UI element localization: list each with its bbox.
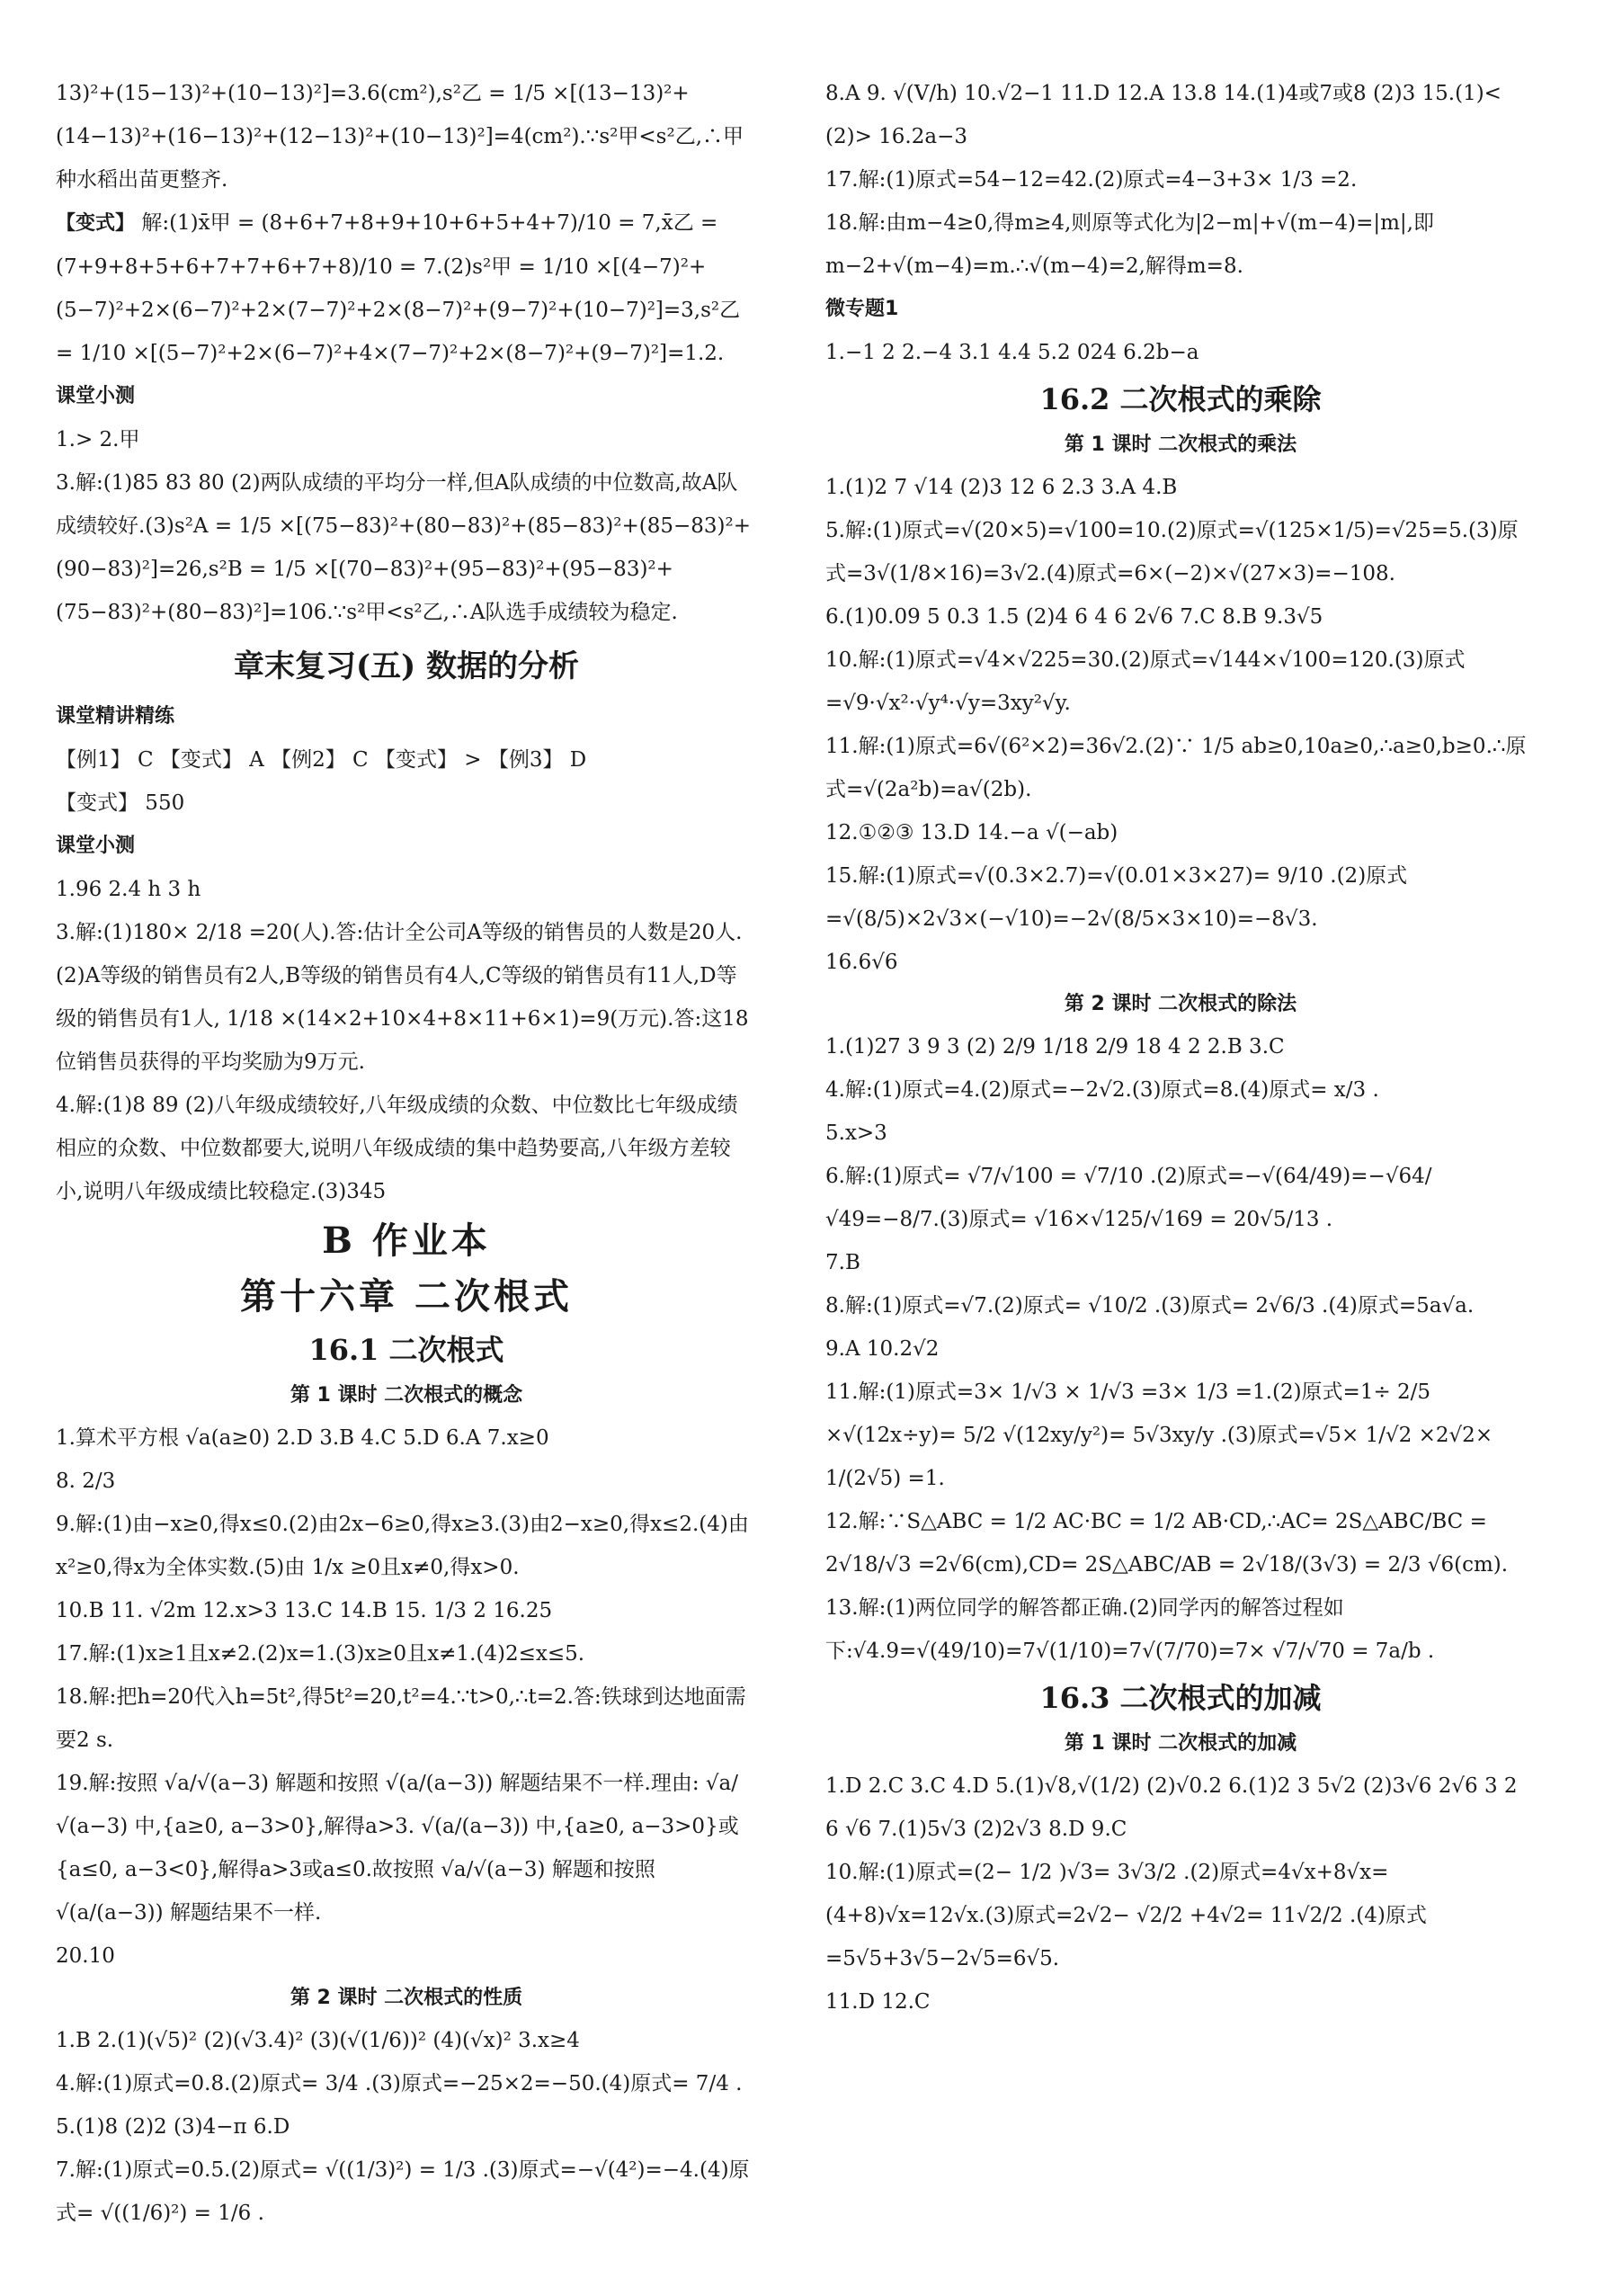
answer-paragraph: 6.解:(1)原式= √7/√100 = √7/10 .(2)原式=−√(64/49)=−√64/√49=−8/7.(3)原式= √16×√125/√169 = 20√5/13 . — [825, 1165, 1432, 1231]
chapter-review-heading: 章末复习(五) 数据的分析 — [233, 648, 579, 684]
section-heading: 16.1 二次根式 — [308, 1333, 504, 1367]
answer-line: 4.解:(1)原式=4.(2)原式=−2√2.(3)原式=8.(4)原式= x/3 . — [825, 1078, 1379, 1102]
answer-line: 1.(1)27 3 9 3 (2) 2/9 1/18 2/9 18 4 2 2.B 3.C — [825, 1035, 1285, 1059]
answer-line: 1.> 2.甲 — [56, 428, 140, 451]
section-heading: 16.3 二次根式的加减 — [1039, 1681, 1322, 1715]
answer-line: 【例1】 C 【变式】 A 【例2】 C 【变式】 > 【例3】 D — [56, 748, 587, 772]
answer-paragraph: 10.解:(1)原式=√4×√225=30.(2)原式=√144×√100=120.(3)原式=√9·√x²·√y⁴·√y=3xy²√y. — [825, 648, 1466, 715]
lesson-heading: 第 1 课时 二次根式的概念 — [290, 1384, 523, 1407]
section-label: 课堂精讲精练 — [56, 705, 175, 728]
answer-line: 5.(1)8 (2)2 (3)4−π 6.D — [56, 2115, 290, 2139]
answer-line: 1.B 2.(1)(√5)² (2)(√3.4)² (3)(√(1/6))² (4)(√x)² 3.x≥4 — [56, 2029, 580, 2052]
answer-paragraph: 18.解:把h=20代入h=5t²,得5t²=20,t²=4.∵t>0,∴t=2.答:铁球到达地面需要2 s. — [56, 1685, 746, 1752]
answer-paragraph: 7.解:(1)原式=0.5.(2)原式= √((1/3)²) = 1/3 .(3)原式=−√(4²)=−4.(4)原式= √((1/6)²) = 1/6 . — [56, 2158, 750, 2225]
answer-paragraph: 13)²+(15−13)²+(10−13)²]=3.6(cm²),s²乙 = 1/5 ×[(13−13)²+(14−13)²+(16−13)²+(12−13)²+(10−13)²]=4(cm²).∵s²甲<s²乙,∴甲种水稻出苗更整齐. — [56, 82, 744, 192]
answer-line: 1.算术平方根 √a(a≥0) 2.D 3.B 4.C 5.D 6.A 7.x≥0 — [56, 1426, 549, 1450]
section-label: 课堂小测 — [56, 835, 136, 857]
section-label: 【变式】 — [56, 212, 136, 235]
answer-line: 6.(1)0.09 5 0.3 1.5 (2)4 6 4 6 2√6 7.C 8.B 9.3√5 — [825, 605, 1323, 629]
answer-paragraph: 10.解:(1)原式=(2− 1/2 )√3= 3√3/2 .(2)原式=4√x+8√x=(4+8)√x=12√x.(3)原式=2√2− √2/2 +4√2= 11√2/2 .(4)原式=5√5+3√5−2√5=6√5. — [825, 1861, 1427, 1970]
left-column — [56, 72, 757, 2235]
section-label: 微专题1 — [825, 298, 899, 320]
answer-paragraph: 5.解:(1)原式=√(20×5)=√100=10.(2)原式=√(125×1/5)=√25=5.(3)原式=3√(1/8×16)=3√2.(4)原式=6×(−2)×√(27×3)=−108. — [825, 519, 1519, 585]
answer-paragraph: 15.解:(1)原式=√(0.3×2.7)=√(0.01×3×27)= 9/10 .(2)原式=√(8/5)×2√3×(−√10)=−2√(8/5×3×10)=−8√3. — [825, 864, 1408, 931]
answer-line: 【变式】 550 — [56, 791, 185, 815]
book-b-heading: B 作业本 — [322, 1219, 491, 1262]
answer-line: 9.A 10.2√2 — [825, 1337, 940, 1361]
lesson-heading: 第 1 课时 二次根式的乘法 — [1064, 433, 1297, 456]
answer-paragraph: 8.A 9. √(V/h) 10.√2−1 11.D 12.A 13.8 14.(1)4或7或8 (2)3 15.(1)< (2)> 16.2a−3 — [825, 82, 1502, 148]
answer-line: 11.D 12.C — [825, 1990, 931, 2014]
section-heading: 16.2 二次根式的乘除 — [1039, 382, 1322, 416]
answer-line: 20.10 — [56, 1944, 115, 1968]
answer-line: 1.−1 2 2.−4 3.1 4.4 5.2 024 6.2b−a — [825, 341, 1199, 364]
answer-line: 16.6√6 — [825, 951, 898, 974]
answer-paragraph: 3.解:(1)85 83 80 (2)两队成绩的平均分一样,但A队成绩的中位数高,故A队成绩较好.(3)s²A = 1/5 ×[(75−83)²+(80−83)²+(85−83)²+(85−83)²+(90−83)²]=26,s²B = 1/5 ×[(70−83)²+(95−83)²+(95−83)²+(75−83)²+(80−83)²]=106.∵s²甲<s²乙,∴A队选手成绩较为稳定. — [56, 471, 751, 624]
answer-line: 8.解:(1)原式=√7.(2)原式= √10/2 .(3)原式= 2√6/3 .(4)原式=5a√a. — [825, 1294, 1475, 1318]
answer-paragraph: 4.解:(1)8 89 (2)八年级成绩较好,八年级成绩的众数、中位数比七年级成绩相应的众数、中位数都要大,说明八年级成绩的集中趋势要高,八年级方差较小,说明八年级成绩比较稳定.(3)345 — [56, 1094, 738, 1203]
answer-paragraph: 12.解:∵S△ABC = 1/2 AC·BC = 1/2 AB·CD,∴AC= 2S△ABC/BC = 2√18/√3 =2√6(cm),CD= 2S△ABC/AB = 2√18/(3√3) = 2/3 √6(cm). — [825, 1510, 1509, 1577]
answer-paragraph: 19.解:按照 √a/√(a−3) 解题和按照 √(a/(a−3)) 解题结果不一样.理由: √a/√(a−3) 中,{a≥0, a−3>0},解得a>3. √(a/(a−3)) 中,{a≥0, a−3>0}或{a≤0, a−3<0},解得a>3或a≤0.故按照 √a/√(a−3) 解题和按照 √(a/(a−3)) 解题结果不一样. — [56, 1772, 739, 1925]
answer-paragraph: 1.D 2.C 3.C 4.D 5.(1)√8,√(1/2) (2)√0.2 6.(1)2 3 5√2 (2)3√6 2√6 3 2 6 √6 7.(1)5√3 (2)2√3 8.D 9.C — [825, 1774, 1518, 1841]
answer-paragraph — [56, 201, 757, 375]
answer-line: 8. 2/3 — [56, 1470, 116, 1493]
answer-line: 1.96 2.4 h 3 h — [56, 878, 201, 901]
answer-line: 17.解:(1)x≥1且x≠2.(2)x=1.(3)x≥0且x≠1.(4)2≤x≤5. — [56, 1642, 585, 1666]
answer-text: 解:(1)x̄甲 = (8+6+7+8+9+10+6+5+4+7)/10 = 7,x̄乙 = (7+9+8+5+6+7+7+6+7+8)/10 = 7.(2)s²甲 = 1/10 ×[(4−7)²+(5−7)²+2×(6−7)²+2×(7−7)²+2×(8−7)²+(9−7)²+(10−7)²]=3,s²乙 = 1/10 ×[(5−7)²+2×(6−7)²+4×(7−7)²+2×(8−7)²+(9−7)²]=1.2. — [56, 211, 741, 365]
answer-paragraph: 13.解:(1)两位同学的解答都正确.(2)同学丙的解答过程如下:√4.9=√(49/10)=7√(1/10)=7√(7/70)=7× √7/√70 = 7a/b . — [825, 1596, 1435, 1663]
answer-line: 7.B — [825, 1251, 860, 1274]
answer-paragraph: 18.解:由m−4≥0,得m≥4,则原等式化为|2−m|+√(m−4)=|m|,即m−2+√(m−4)=m.∴√(m−4)=2,解得m=8. — [825, 211, 1434, 278]
answer-line: 5.x>3 — [825, 1121, 887, 1145]
answer-paragraph: 11.解:(1)原式=3× 1/√3 × 1/√3 =3× 1/3 =1.(2)原式=1÷ 2/5 ×√(12x÷y)= 5/2 √(12xy/y²)= 5√3xy/y .(3)原式=√5× 1/√2 ×2√2× 1/(2√5) =1. — [825, 1380, 1493, 1490]
section-label: 课堂小测 — [56, 385, 136, 407]
answer-line: 1.(1)2 7 √14 (2)3 12 6 2.3 3.A 4.B — [825, 476, 1178, 499]
answer-paragraph: 4.解:(1)原式=0.8.(2)原式= 3/4 .(3)原式=−25×2=−50.(4)原式= 7/4 . — [56, 2072, 743, 2095]
lesson-heading: 第 1 课时 二次根式的加减 — [1064, 1732, 1297, 1755]
chapter-heading: 第十六章 二次根式 — [240, 1275, 573, 1318]
lesson-heading: 第 2 课时 二次根式的性质 — [290, 1987, 523, 2009]
answer-paragraph: 11.解:(1)原式=6√(6²×2)=36√2.(2)∵ 1/5 ab≥0,10a≥0,∴a≥0,b≥0.∴原式=√(2a²b)=a√(2b). — [825, 735, 1527, 801]
answer-line: 12.①②③ 13.D 14.−a √(−ab) — [825, 821, 1118, 844]
answer-paragraph: 9.解:(1)由−x≥0,得x≤0.(2)由2x−6≥0,得x≥3.(3)由2−x≥0,得x≤2.(4)由x²≥0,得x为全体实数.(5)由 1/x ≥0且x≠0,得x>0. — [56, 1513, 749, 1579]
answer-paragraph: 3.解:(1)180× 2/18 =20(人).答:估计全公司A等级的销售员的人数是20人.(2)A等级的销售员有2人,B等级的销售员有4人,C等级的销售员有11人,D等级的销售员有1人, 1/18 ×(14×2+10×4+8×11+6×1)=9(万元).答:这18位销售员获得的平均奖励为9万元. — [56, 921, 749, 1074]
right-column — [825, 72, 1536, 2024]
lesson-heading: 第 2 课时 二次根式的除法 — [1064, 993, 1297, 1015]
answer-line: 17.解:(1)原式=54−12=42.(2)原式=4−3+3× 1/3 =2. — [825, 168, 1358, 192]
answer-line: 10.B 11. √2m 12.x>3 13.C 14.B 15. 1/3 2 16.25 — [56, 1599, 553, 1622]
